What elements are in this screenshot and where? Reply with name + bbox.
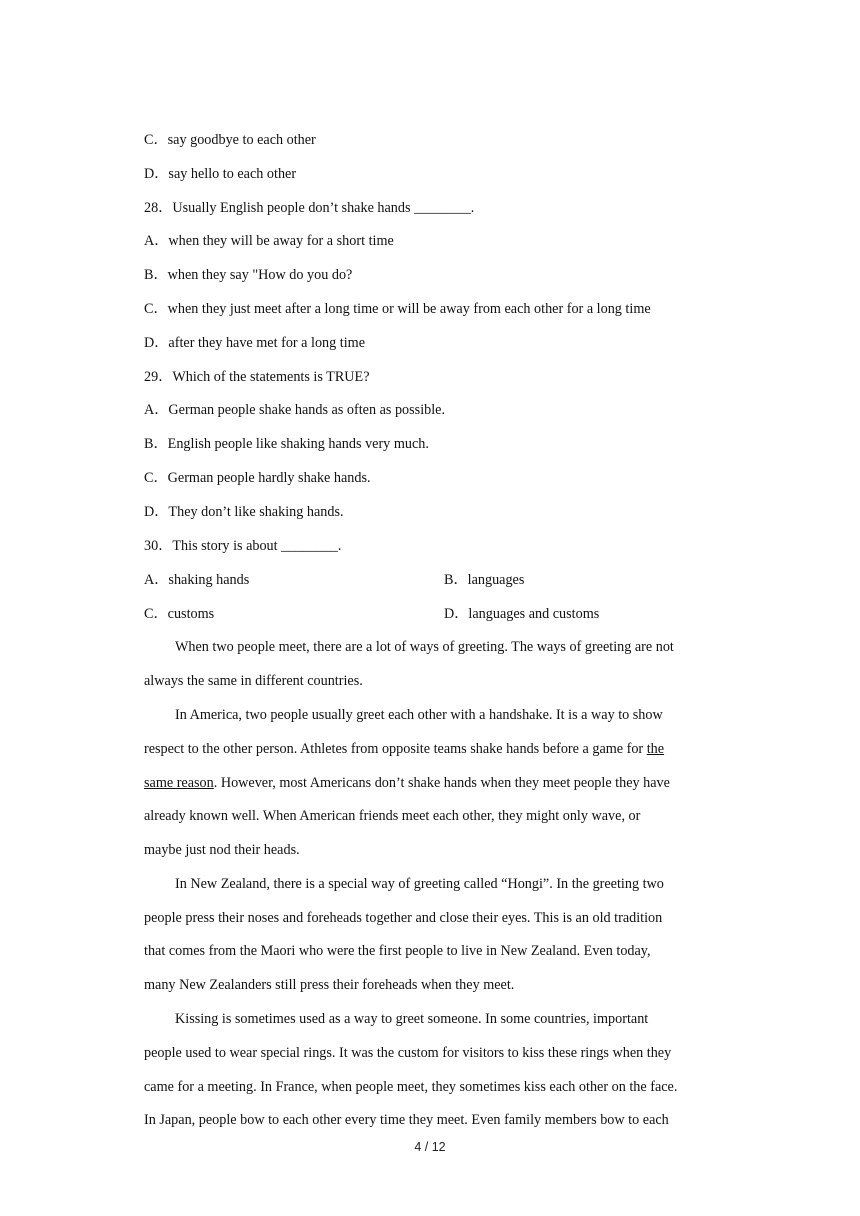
passage-p2-line3 [144,773,670,793]
passage-p4-line2: people used to wear special rings. It was the custom for visitors to kiss these rings when they [144,1045,672,1061]
passage-p3-line2: people press their noses and foreheads together and close their eyes. This is an old tradition [144,910,663,926]
passage-p3-line3: that comes from the Maori who were the first people to live in New Zealand. Even today, [144,943,651,959]
passage-p2-line2-text: respect to the other person. Athletes from opposite teams shake hands before a game for [144,741,647,757]
q29-option-b: B．English people like shaking hands very much. [144,436,429,452]
q30-option-c: C．customs [144,606,215,622]
passage-p2-line3-text: . However, most Americans don’t shake hands when they meet people they have [213,775,670,791]
q27-option-c: C．say goodbye to each other [144,132,316,148]
q28-option-a: A．when they will be away for a short time [144,233,394,249]
q29-option-a: A．German people shake hands as often as possible. [144,402,446,418]
passage-p2-line4: already known well. When American friends meet each other, they might only wave, or [144,808,641,824]
q28-question: 28．Usually English people don’t shake hands ________. [144,200,475,216]
underlined-phrase-end: same reason [144,775,214,791]
q30-option-b: B．languages [444,572,525,588]
passage-p2-line1: In America, two people usually greet each other with a handshake. It is a way to show [175,707,663,723]
passage-p1-line1: When two people meet, there are a lot of ways of greeting. The ways of greeting are not [175,639,674,655]
q28-option-d: D．after they have met for a long time [144,335,366,351]
passage-p3-line1: In New Zealand, there is a special way of greeting called “Hongi”. In the greeting two [175,876,664,892]
q29-question: 29．Which of the statements is TRUE? [144,369,370,385]
passage-p3-line4: many New Zealanders still press their foreheads when they meet. [144,977,515,993]
passage-p4-line1: Kissing is sometimes used as a way to greet someone. In some countries, important [175,1011,649,1027]
q30-option-a: A．shaking hands [144,572,250,588]
q28-option-c: C．when they just meet after a long time or will be away from each other for a long time [144,301,651,317]
underlined-phrase-start: the [646,741,665,757]
passage-p4-line4: In Japan, people bow to each other every time they meet. Even family members bow to each [144,1112,669,1128]
q29-option-c: C．German people hardly shake hands. [144,470,371,486]
q27-option-d: D．say hello to each other [144,166,297,182]
passage-p4-line3: came for a meeting. In France, when people meet, they sometimes kiss each other on the face. [144,1079,678,1095]
q29-option-d: D．They don’t like shaking hands. [144,504,344,520]
q30-question: 30．This story is about ________. [144,538,342,554]
q30-option-d: D．languages and customs [444,606,600,622]
passage-p2-line2 [144,739,664,759]
q28-option-b: B．when they say "How do you do? [144,267,353,283]
passage-p2-line5: maybe just nod their heads. [144,842,300,858]
passage-p1-line2: always the same in different countries. [144,673,363,689]
page-number: 4 / 12 [414,1140,446,1154]
